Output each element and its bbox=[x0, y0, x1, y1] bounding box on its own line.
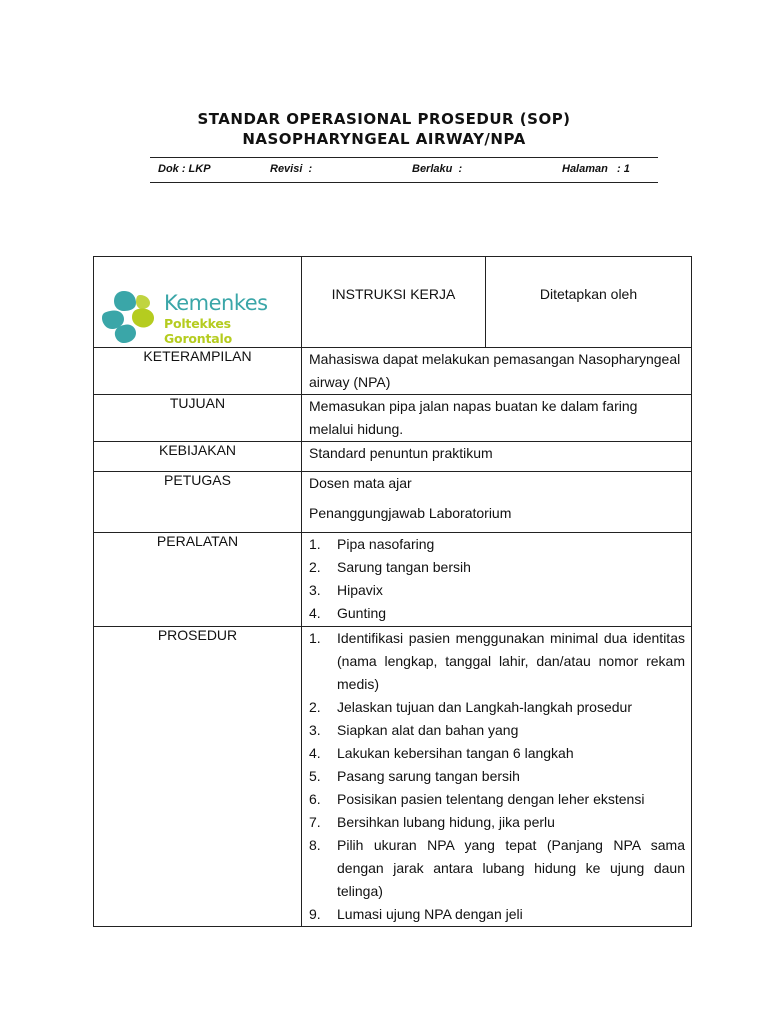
petugas-label: PETUGAS bbox=[164, 472, 231, 488]
list-item: 3. Siapkan alat dan bahan yang bbox=[309, 722, 519, 738]
table-header-row bbox=[94, 257, 692, 348]
tujuan-label: TUJUAN bbox=[169, 395, 226, 411]
kemenkes-logo bbox=[102, 285, 292, 345]
kemenkes-emblem-icon bbox=[102, 285, 162, 345]
meta-halaman: Halaman : 1 bbox=[562, 163, 630, 175]
keterampilan-text: Mahasiswa dapat melakukan pemasangan Nasopharyngeal airway (NPA) bbox=[309, 351, 681, 390]
petugas-item: Dosen mata ajar bbox=[309, 475, 412, 491]
list-item: 5. Pasang sarung tangan bersih bbox=[309, 768, 520, 784]
peralatan-label: PERALATAN bbox=[156, 533, 239, 549]
ditetapkan-cell bbox=[486, 257, 692, 348]
meta-revisi: Revisi : bbox=[270, 163, 313, 175]
tujuan-text: Memasukan pipa jalan napas buatan ke dalam faring melalui hidung. bbox=[309, 398, 638, 437]
kebijakan-text: Standard penuntun praktikum bbox=[309, 445, 493, 461]
list-item: 7. Bersihkan lubang hidung, jika perlu bbox=[309, 814, 555, 830]
table-row bbox=[94, 395, 692, 442]
list-item: 9. Lumasi ujung NPA dengan jeli bbox=[309, 906, 523, 922]
peralatan-list bbox=[309, 533, 685, 625]
document-subtitle: NASOPHARYNGEAL AIRWAY/NPA bbox=[242, 130, 526, 148]
list-item: 2. Jelaskan tujuan dan Langkah-langkah prosedur bbox=[309, 699, 632, 715]
logo-cell bbox=[94, 257, 302, 348]
petugas-item: Penanggungjawab Laboratorium bbox=[309, 505, 512, 521]
document-meta-bar bbox=[150, 157, 658, 183]
list-item: 4. Lakukan kebersihan tangan 6 langkah bbox=[309, 745, 574, 761]
list-item: 4. Gunting bbox=[309, 605, 387, 621]
list-item: 3. Hipavix bbox=[309, 582, 383, 598]
document-title: STANDAR OPERASIONAL PROSEDUR (SOP) bbox=[197, 110, 571, 128]
prosedur-list bbox=[309, 627, 685, 926]
sop-table bbox=[93, 256, 692, 927]
ditetapkan-label: Ditetapkan oleh bbox=[539, 286, 638, 302]
keterampilan-label: KETERAMPILAN bbox=[143, 348, 252, 364]
list-item: 1. Pipa nasofaring bbox=[309, 536, 435, 552]
logo-brand-text: Kemenkes bbox=[164, 291, 268, 315]
instruksi-kerja-label: INSTRUKSI KERJA bbox=[331, 286, 456, 302]
kebijakan-label: KEBIJAKAN bbox=[158, 442, 237, 458]
meta-berlaku: Berlaku : bbox=[412, 163, 463, 175]
table-row bbox=[94, 533, 692, 627]
table-row bbox=[94, 627, 692, 927]
list-item: 6. Posisikan pasien telentang dengan leher ekstensi bbox=[309, 791, 645, 807]
table-row bbox=[94, 472, 692, 533]
meta-dok: Dok : LKP bbox=[158, 163, 211, 175]
list-item: 8. Pilih ukuran NPA yang tepat (Panjang NPA sama dengan jarak antara lubang hidung ke ujung daun telinga) bbox=[309, 837, 685, 899]
prosedur-label: PROSEDUR bbox=[157, 627, 238, 643]
table-row bbox=[94, 442, 692, 472]
logo-subtitle-text: Poltekkes Gorontalo bbox=[164, 316, 232, 346]
list-item: 2. Sarung tangan bersih bbox=[309, 559, 471, 575]
list-item: 1. Identifikasi pasien menggunakan minimal dua identitas (nama lengkap, tanggal lahir, dan/atau nomor rekam medis) bbox=[309, 630, 685, 692]
instruksi-kerja-cell bbox=[302, 257, 486, 348]
table-row bbox=[94, 348, 692, 395]
